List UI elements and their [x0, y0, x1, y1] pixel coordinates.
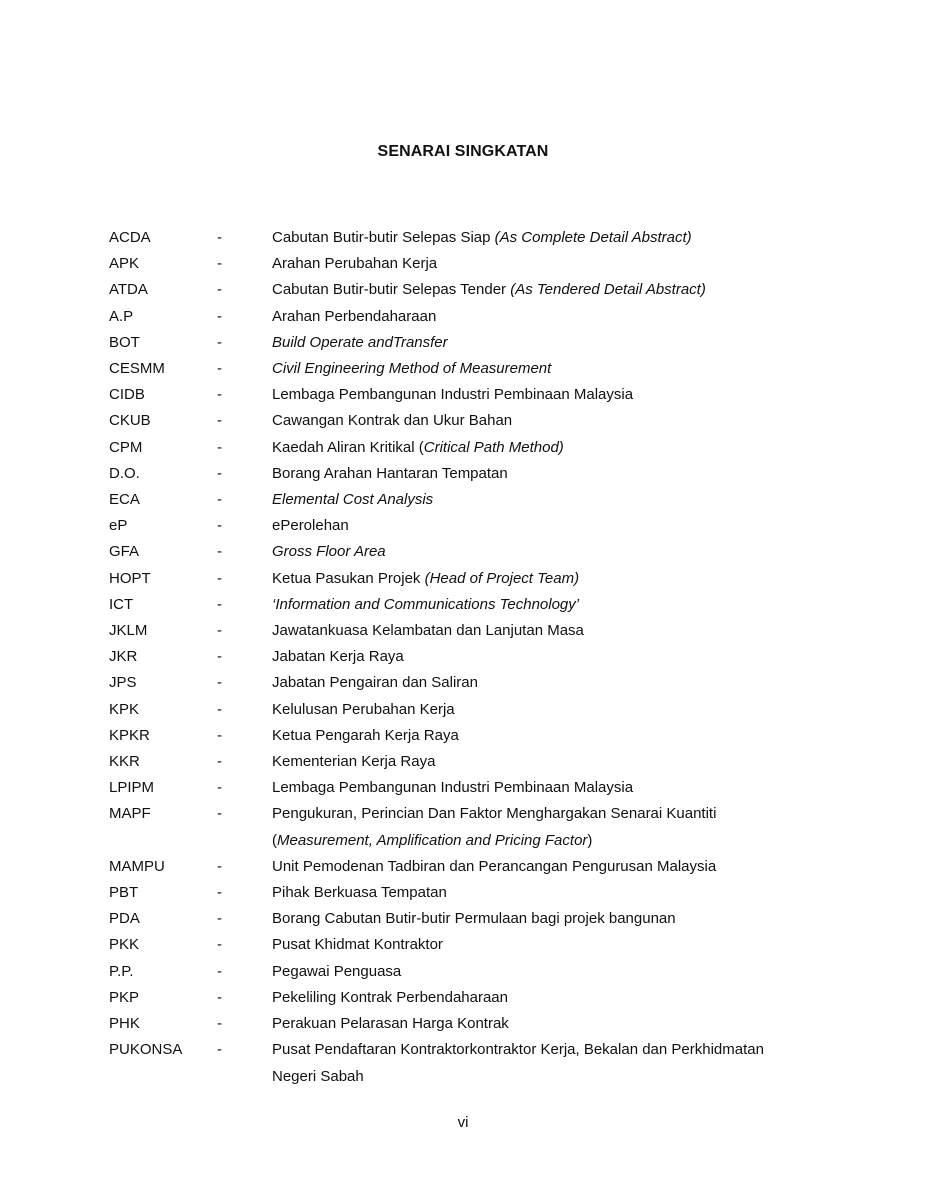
abbreviation-entry — [0, 985, 926, 1011]
definition-text: Arahan Perbendaharaan — [272, 307, 437, 325]
definition-line — [272, 304, 832, 330]
definition-line — [272, 828, 832, 854]
abbreviation-definition — [272, 854, 832, 880]
definition-text: Lembaga Pembangunan Industri Pembinaan Malaysia — [272, 386, 634, 404]
abbreviation-definition — [272, 670, 832, 696]
abbreviation-term: ATDA — [109, 281, 148, 299]
abbreviation-definition — [272, 618, 832, 644]
separator-dash: - — [217, 1015, 222, 1033]
abbreviation-entry — [0, 670, 926, 696]
definition-text-italic: ‘Information and Communications Technology’ — [272, 595, 580, 613]
abbreviation-term: LPIPM — [109, 779, 155, 797]
abbreviation-definition — [272, 985, 832, 1011]
abbreviation-definition — [272, 959, 832, 985]
definition-text: Cawangan Kontrak dan Ukur Bahan — [272, 412, 513, 430]
definition-line — [272, 277, 832, 303]
abbreviation-term: ACDA — [109, 229, 151, 246]
definition-text-italic: Elemental Cost Analysis — [272, 491, 434, 509]
definition-text: Cabutan Butir-butir Selepas Tender — [272, 281, 511, 299]
separator-dash: - — [217, 753, 222, 771]
separator-dash: - — [217, 517, 222, 535]
definition-text: Pusat Pendaftaran Kontraktorkontraktor Kerja, Bekalan dan Perkhidmatan — [272, 1041, 764, 1059]
abbreviation-definition — [272, 487, 832, 513]
abbreviation-definition — [272, 539, 832, 565]
abbreviation-entry — [0, 906, 926, 932]
separator-dash: - — [217, 1041, 222, 1059]
definition-line — [272, 932, 832, 958]
definition-line — [272, 985, 832, 1011]
abbreviation-definition — [272, 723, 832, 749]
abbreviation-definition — [272, 225, 832, 251]
page-title: SENARAI SINGKATAN — [377, 143, 549, 160]
definition-text: Unit Pemodenan Tadbiran dan Perancangan Pengurusan Malaysia — [272, 857, 717, 875]
abbreviation-term: GFA — [109, 543, 140, 561]
abbreviation-term: CESMM — [109, 360, 165, 378]
definition-text: ( — [272, 831, 277, 849]
abbreviation-term: PBT — [109, 884, 139, 902]
abbreviation-entry — [0, 854, 926, 880]
abbreviation-term: JKLM — [109, 622, 148, 640]
definition-text: Jawatankuasa Kelambatan dan Lanjutan Masa — [272, 622, 584, 640]
abbreviation-term: PDA — [109, 910, 140, 928]
definition-text-italic: Build Operate andTransfer — [272, 333, 448, 351]
abbreviation-term: BOT — [109, 333, 140, 351]
definition-line — [272, 461, 832, 487]
abbreviation-term: KPKR — [109, 726, 150, 744]
abbreviation-definition — [272, 880, 832, 906]
abbreviation-entry — [0, 592, 926, 618]
separator-dash: - — [217, 333, 222, 351]
abbreviation-definition — [272, 277, 832, 303]
separator-dash: - — [217, 700, 222, 718]
definition-text: ) — [587, 831, 593, 849]
abbreviation-definition — [272, 592, 832, 618]
separator-dash: - — [217, 229, 222, 246]
definition-line — [272, 775, 832, 801]
definition-text: Pekeliling Kontrak Perbendaharaan — [272, 988, 508, 1006]
abbreviation-entry — [0, 513, 926, 539]
definition-text: Pihak Berkuasa Tempatan — [272, 884, 447, 902]
definition-line — [272, 251, 832, 277]
abbreviation-definition — [272, 304, 832, 330]
definition-text-italic: Gross Floor Area — [272, 543, 386, 561]
abbreviation-definition — [272, 408, 832, 434]
separator-dash: - — [217, 360, 222, 378]
definition-line — [272, 1064, 832, 1090]
abbreviation-definition — [272, 801, 832, 853]
separator-dash: - — [217, 910, 222, 928]
definition-line — [272, 435, 832, 461]
abbreviation-term: CIDB — [109, 386, 145, 404]
abbreviation-definition — [272, 932, 832, 958]
definition-line — [272, 906, 832, 932]
abbreviation-entry — [0, 356, 926, 382]
abbreviation-definition — [272, 1037, 832, 1089]
separator-dash: - — [217, 936, 222, 954]
definition-line — [272, 382, 832, 408]
separator-dash: - — [217, 805, 222, 823]
definition-text: Ketua Pengarah Kerja Raya — [272, 726, 459, 744]
abbreviation-entry — [0, 435, 926, 461]
separator-dash: - — [217, 674, 222, 692]
abbreviation-term: CKUB — [109, 412, 151, 430]
abbreviation-entry — [0, 539, 926, 565]
definition-line — [272, 1011, 832, 1037]
separator-dash: - — [217, 464, 222, 482]
separator-dash: - — [217, 648, 222, 666]
separator-dash: - — [217, 595, 222, 613]
abbreviation-definition — [272, 566, 832, 592]
definition-text-italic: Civil Engineering Method of Measurement — [272, 360, 552, 378]
definition-line — [272, 408, 832, 434]
abbreviation-term: PKK — [109, 936, 140, 954]
definition-text: Jabatan Pengairan dan Saliran — [272, 674, 478, 692]
separator-dash: - — [217, 962, 222, 980]
abbreviation-definition — [272, 461, 832, 487]
abbreviation-entry — [0, 1011, 926, 1037]
definition-line — [272, 801, 832, 827]
abbreviation-term: PHK — [109, 1015, 140, 1033]
separator-dash: - — [217, 726, 222, 744]
definition-text: Ketua Pasukan Projek — [272, 569, 425, 587]
definition-line — [272, 592, 832, 618]
separator-dash: - — [217, 543, 222, 561]
abbreviation-definition — [272, 330, 832, 356]
abbreviation-entry — [0, 801, 926, 853]
abbreviation-definition — [272, 749, 832, 775]
abbreviation-term: HOPT — [109, 569, 151, 587]
abbreviation-term: JPS — [109, 674, 137, 692]
definition-line — [272, 670, 832, 696]
definition-text: Kaedah Aliran Kritikal ( — [272, 438, 424, 456]
separator-dash: - — [217, 438, 222, 456]
definition-text: Kementerian Kerja Raya — [272, 753, 436, 771]
definition-text-italic: Measurement, Amplification and Pricing Factor — [277, 831, 588, 849]
abbreviation-entry — [0, 932, 926, 958]
abbreviation-entry — [0, 697, 926, 723]
separator-dash: - — [217, 884, 222, 902]
separator-dash: - — [217, 386, 222, 404]
definition-line — [272, 356, 832, 382]
definition-text: Borang Arahan Hantaran Tempatan — [272, 464, 508, 482]
definition-line — [272, 487, 832, 513]
abbreviation-entry — [0, 304, 926, 330]
abbreviation-definition — [272, 644, 832, 670]
abbreviation-term: eP — [109, 517, 128, 535]
abbreviation-entry — [0, 566, 926, 592]
abbreviation-entry — [0, 618, 926, 644]
definition-line — [272, 225, 832, 251]
separator-dash: - — [217, 857, 222, 875]
definition-line — [272, 749, 832, 775]
abbreviation-definition — [272, 775, 832, 801]
abbreviation-term: P.P. — [109, 962, 134, 980]
definition-text: Negeri Sabah — [272, 1067, 364, 1085]
separator-dash: - — [217, 281, 222, 299]
definition-line — [272, 697, 832, 723]
definition-text-italic: (As Tendered Detail Abstract) — [510, 281, 706, 299]
abbreviation-term: PKP — [109, 988, 140, 1006]
abbreviation-entry — [0, 880, 926, 906]
definition-text: Lembaga Pembangunan Industri Pembinaan Malaysia — [272, 779, 634, 797]
abbreviation-entry — [0, 330, 926, 356]
separator-dash: - — [217, 569, 222, 587]
definition-line — [272, 330, 832, 356]
abbreviation-definition — [272, 382, 832, 408]
separator-dash: - — [217, 779, 222, 797]
definition-line — [272, 539, 832, 565]
definition-text: ePerolehan — [272, 517, 349, 535]
abbreviation-definition — [272, 1011, 832, 1037]
abbreviation-term: A.P — [109, 307, 134, 325]
abbreviation-term: APK — [109, 255, 140, 273]
abbreviation-definition — [272, 513, 832, 539]
definition-text: Perakuan Pelarasan Harga Kontrak — [272, 1015, 509, 1033]
abbreviation-term: JKR — [109, 648, 138, 666]
abbreviation-entry — [0, 277, 926, 303]
definition-line — [272, 723, 832, 749]
abbreviation-entry — [0, 723, 926, 749]
abbreviation-term: MAPF — [109, 805, 151, 823]
separator-dash: - — [217, 307, 222, 325]
abbreviation-term: KKR — [109, 753, 140, 771]
abbreviation-entry — [0, 959, 926, 985]
abbreviation-entry — [0, 775, 926, 801]
definition-text-italic: (As Complete Detail Abstract) — [494, 229, 692, 246]
definition-text-italic: Critical Path Method) — [423, 438, 564, 456]
abbreviation-entry — [0, 1037, 926, 1089]
separator-dash: - — [217, 988, 222, 1006]
abbreviation-definition — [272, 697, 832, 723]
definition-line — [272, 513, 832, 539]
definition-text: Borang Cabutan Butir-butir Permulaan bagi projek bangunan — [272, 910, 676, 928]
abbreviation-entry — [0, 251, 926, 277]
abbreviation-term: ECA — [109, 491, 140, 509]
page-number: vi — [457, 1114, 469, 1131]
abbreviation-entry — [0, 487, 926, 513]
abbreviation-entry — [0, 408, 926, 434]
definition-text: Pengukuran, Perincian Dan Faktor Menghargakan Senarai Kuantiti — [272, 805, 717, 823]
abbreviation-definition — [272, 356, 832, 382]
definition-text: Arahan Perubahan Kerja — [272, 255, 438, 273]
definition-text: Cabutan Butir-butir Selepas Siap — [272, 229, 495, 246]
definition-text: Pegawai Penguasa — [272, 962, 402, 980]
definition-line — [272, 566, 832, 592]
definition-line — [272, 644, 832, 670]
abbreviation-entry — [0, 461, 926, 487]
separator-dash: - — [217, 622, 222, 640]
definition-line — [272, 854, 832, 880]
definition-text: Jabatan Kerja Raya — [272, 648, 404, 666]
abbreviation-definition — [272, 435, 832, 461]
abbreviation-term: ICT — [109, 595, 134, 613]
abbreviation-list — [0, 225, 926, 1090]
definition-line — [272, 959, 832, 985]
definition-text: Pusat Khidmat Kontraktor — [272, 936, 443, 954]
abbreviation-entry — [0, 382, 926, 408]
abbreviation-entry — [0, 225, 926, 251]
separator-dash: - — [217, 255, 222, 273]
definition-line — [272, 1037, 832, 1063]
abbreviation-term: KPK — [109, 700, 140, 718]
abbreviation-definition — [272, 251, 832, 277]
abbreviation-term: CPM — [109, 438, 143, 456]
abbreviation-term: MAMPU — [109, 857, 165, 875]
separator-dash: - — [217, 412, 222, 430]
abbreviation-term: D.O. — [109, 464, 140, 482]
abbreviation-entry — [0, 749, 926, 775]
definition-line — [272, 618, 832, 644]
separator-dash: - — [217, 491, 222, 509]
definition-text: Kelulusan Perubahan Kerja — [272, 700, 455, 718]
definition-text-italic: (Head of Project Team) — [424, 569, 580, 587]
abbreviation-entry — [0, 644, 926, 670]
abbreviation-definition — [272, 906, 832, 932]
abbreviation-term: PUKONSA — [109, 1041, 183, 1059]
definition-line — [272, 880, 832, 906]
